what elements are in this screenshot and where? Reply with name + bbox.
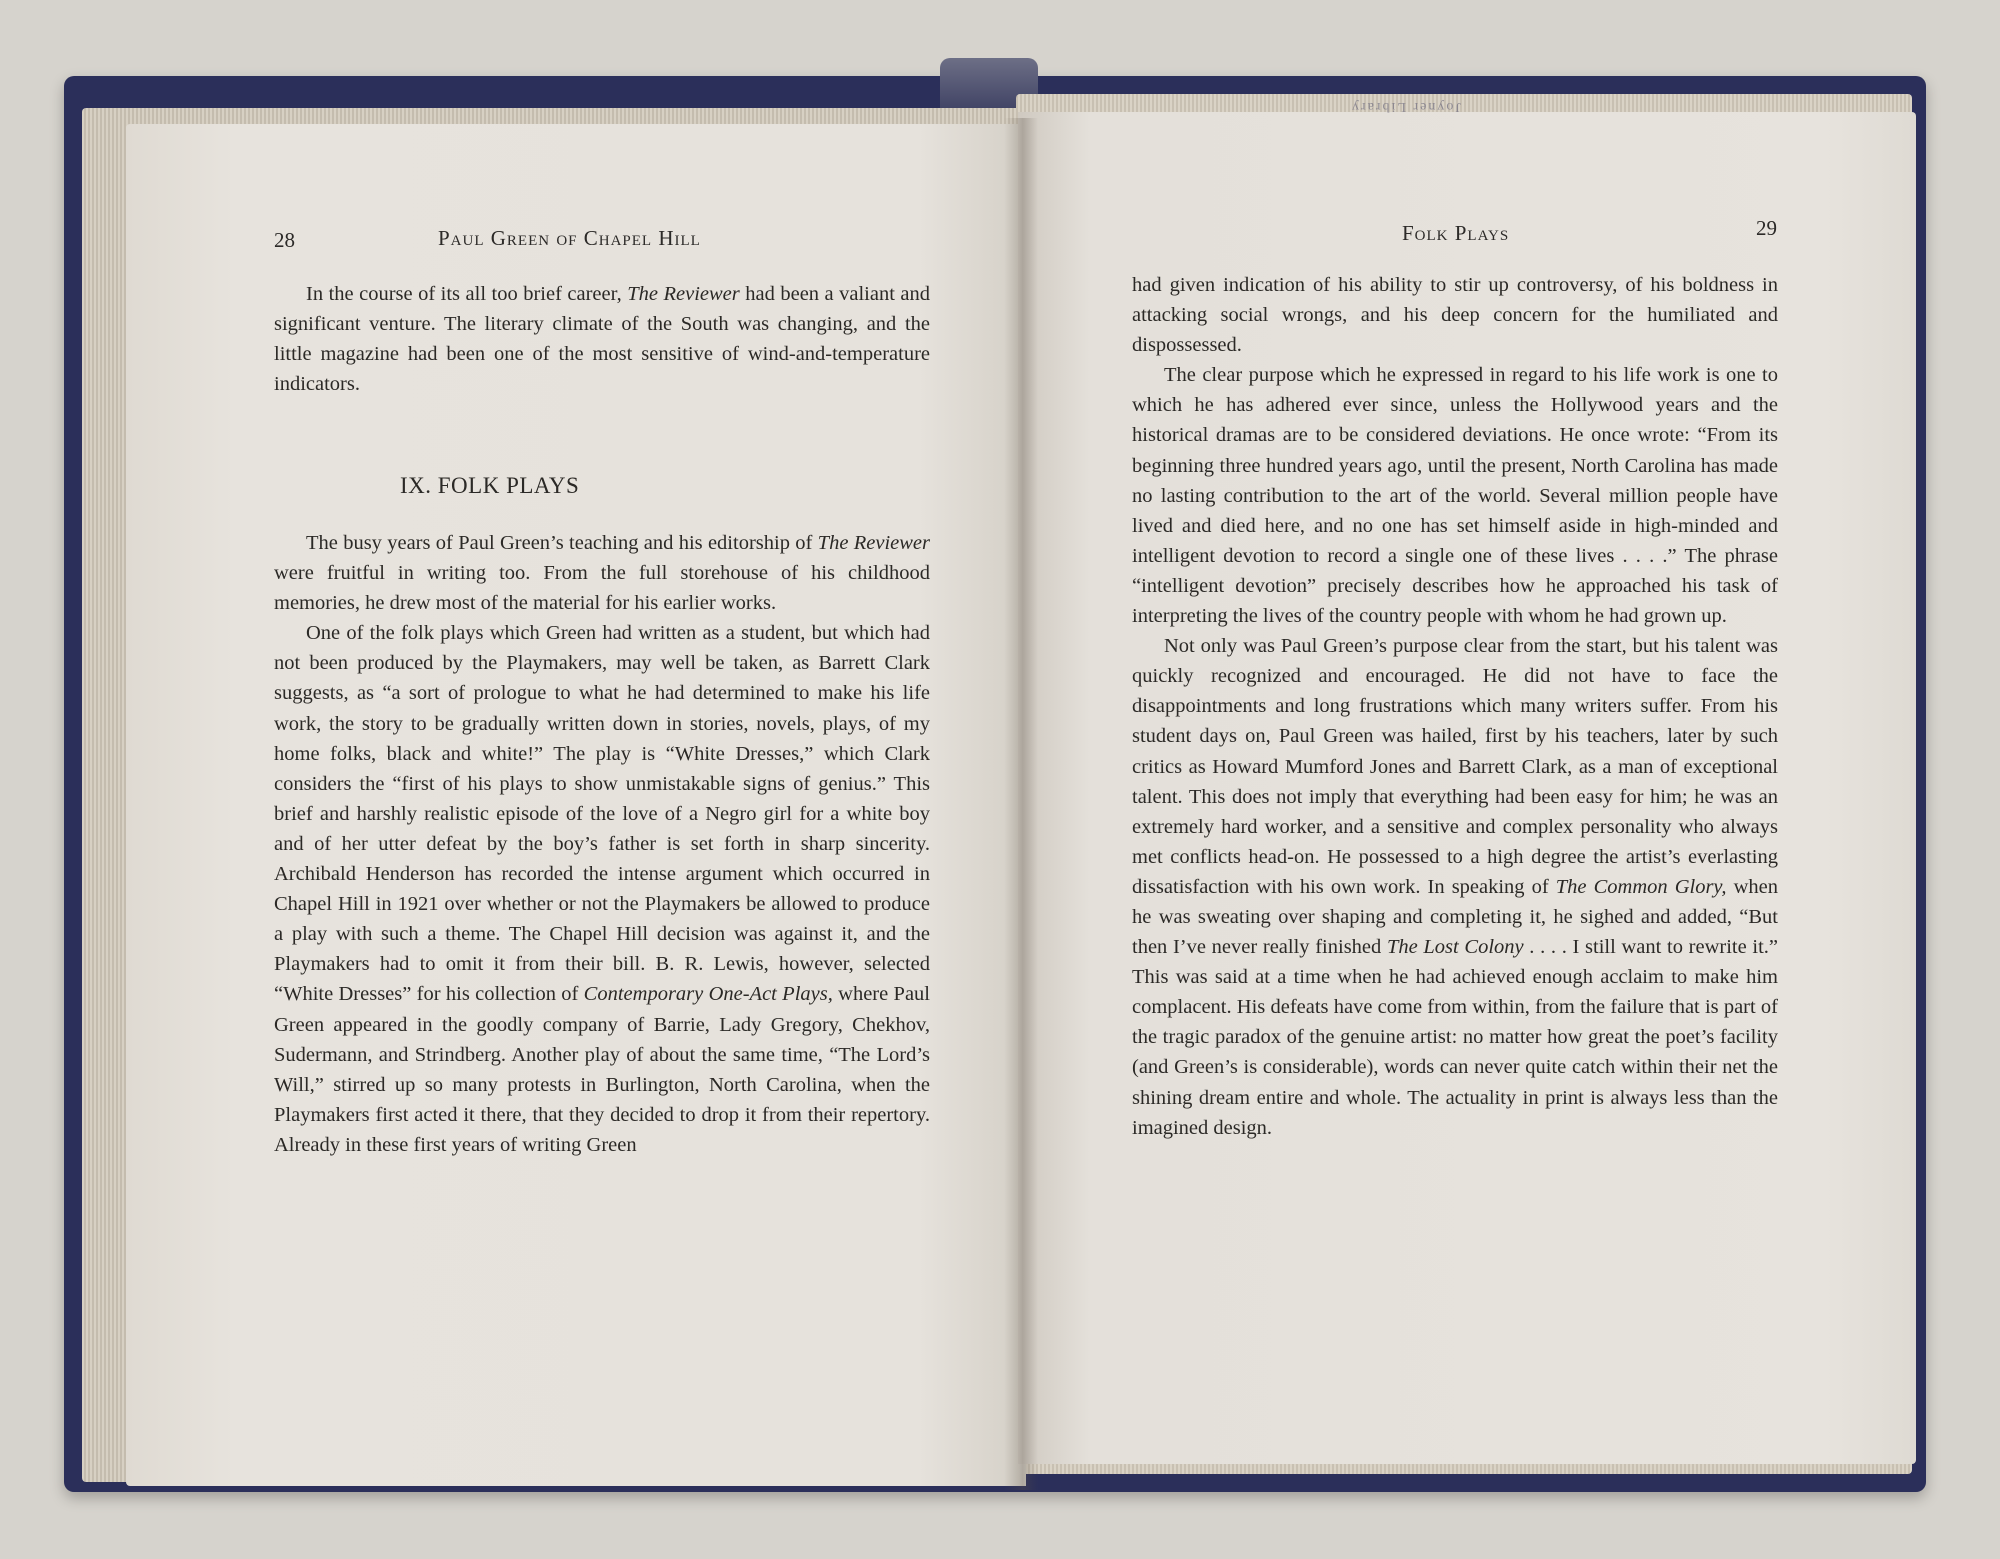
left-main-block [274,528,930,1160]
book-gutter [1004,118,1038,1490]
right-paragraph-1: had given indication of his ability to stir up controversy, of his boldness in attacking social wrongs, and his deep concern for the humiliated and dispossessed. [1132,274,1778,357]
left-intro-block [274,279,930,399]
left-running-head: Paul Green of Chapel Hill [438,226,701,250]
right-paragraph-3: Not only was Paul Green’s purpose clear from the start, but his talent was quickly recognized and encouraged. He did not have to face the disappointments and long frustrations which many writers suffer. From his student days on, Paul Green was hailed, first by his teachers, later by such critics as Howard Mumford Jones and Barrett Clark, as a man of exceptional talent. This does not imply that everything had been easy for him; he was an extremely hard worker, and a sensitive and complex personality who always met conflicts head-on. He possessed to a high degree the artist’s everlasting dissatisfaction with his own work. In speaking of The Common Glory, when he was sweating over shaping and completing it, he sighed and added, “But then I’ve never really finished The Lost Colony . . . . I still want to rewrite it.” This was said at a time when he had achieved enough acclaim to make him complacent. His defeats have come from within, from the failure that is part of the tragic paradox of the genuine artist: no matter how great the poet’s facility (and Green’s is considerable), words can never quite catch within their net the shining dream entire and whole. The actuality in print is always less than the imagined design. [1132,635,1779,1139]
library-stamp: Joyner Library [1350,99,1461,114]
left-paragraph-3: One of the folk plays which Green had written as a student, but which had not been produced by the Playmakers, may well be taken, as Barrett Clark suggests, as “a sort of prologue to what he had determined to make his life work, the story to be gradually written down in stories, novels, plays, of my home folks, black and white!” The play is “White Dresses,” which Clark considers the “first of his plays to show unmistakable signs of genius.” This brief and harshly realistic episode of the love of a Negro girl for a white boy and of her utter defeat by the boy’s father is set forth in sharp sincerity. Archibald Henderson has recorded the intense argument which occurred in Chapel Hill in 1921 over whether or not the Playmakers be allowed to produce a play with such a theme. The Chapel Hill decision was against it, and the Playmakers had to omit it from their bill. B. R. Lewis, however, selected “White Dresses” for his collection of Contemporary One-Act Plays, where Paul Green appeared in the goodly company of Barrie, Lady Gregory, Chekhov, Sudermann, and Strindberg. Another play of about the same time, “The Lord’s Will,” stirred up so many protests in Burlington, North Carolina, when the Playmakers first acted it there, that they decided to drop it from their repertory. Already in these first years of writing Green [274,622,930,1156]
right-page-number: 29 [1756,216,1777,240]
left-paragraph-2: The busy years of Paul Green’s teaching and his editorship of The Reviewer were fruitful in writing too. From the full storehouse of his childhood memories, he drew most of the material for his earlier works. [274,532,931,615]
left-page-number: 28 [274,228,295,252]
right-paragraph-2: The clear purpose which he expressed in regard to his life work is one to which he has adhered ever since, unless the Hollywood years and the historical dramas are to be considered deviations. He once wrote: “From its beginning three hundred years ago, until the present, North Carolina has made no lasting contribution to the art of the world. Several million people have lived and died here, and no one has set himself aside in high-minded and intelligent devotion to record a single one of these lives . . . .” The phrase “intelligent devotion” precisely describes how he approached his task of interpreting the lives of the country people with whom he had grown up. [1132,364,1778,628]
right-running-head: Folk Plays [1402,221,1510,245]
left-paragraph-1: In the course of its all too brief career, The Reviewer had been a valiant and significant venture. The literary climate of the South was changing, and the little magazine had been one of the most sensitive of wind-and-temperature indicators. [274,283,931,396]
section-heading: IX. FOLK PLAYS [400,473,580,498]
right-main-block [1132,270,1778,1143]
